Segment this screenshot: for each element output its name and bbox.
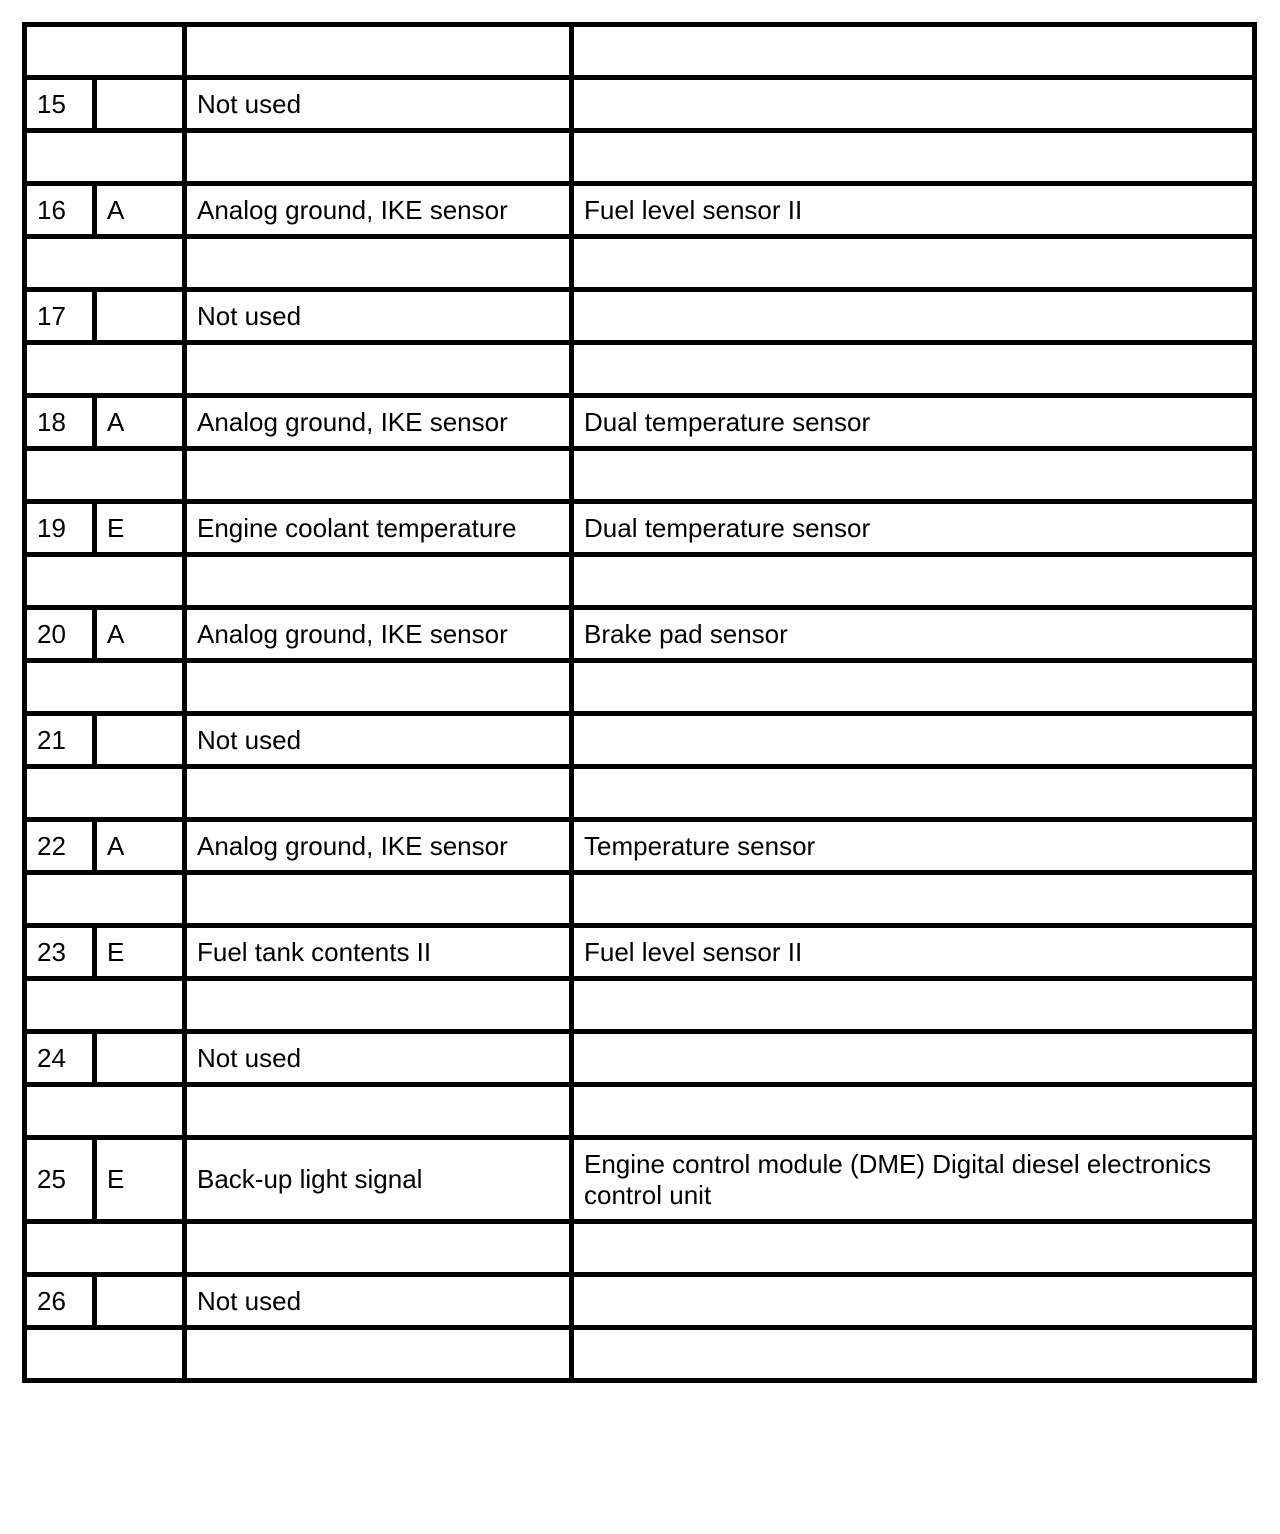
spacer-row [25,767,1255,820]
spacer-cell [25,979,185,1032]
pin-number: 20 [25,608,95,661]
signal-type: A [95,396,185,449]
spacer-cell [185,25,572,78]
spacer-cell [572,767,1255,820]
spacer-row [25,237,1255,290]
spacer-row [25,1085,1255,1138]
spacer-cell [185,767,572,820]
pin-function: Back-up light signal [185,1138,572,1222]
spacer-cell [185,661,572,714]
pin-function: Not used [185,714,572,767]
spacer-cell [572,1328,1255,1381]
spacer-cell [25,1085,185,1138]
signal-type [95,1275,185,1328]
pin-number: 23 [25,926,95,979]
spacer-cell [185,131,572,184]
spacer-cell [572,661,1255,714]
connected-component: Dual temperature sensor [572,502,1255,555]
spacer-cell [25,767,185,820]
spacer-cell [572,979,1255,1032]
spacer-cell [25,555,185,608]
table-row [25,502,1255,555]
pin-function: Analog ground, IKE sensor [185,820,572,873]
signal-type [95,78,185,131]
pin-number: 16 [25,184,95,237]
connected-component: Brake pad sensor [572,608,1255,661]
spacer-row [25,25,1255,78]
spacer-cell [25,237,185,290]
spacer-cell [185,1222,572,1275]
spacer-row [25,979,1255,1032]
connected-component [572,78,1255,131]
table-row [25,926,1255,979]
spacer-cell [572,873,1255,926]
pin-number: 26 [25,1275,95,1328]
spacer-cell [572,449,1255,502]
spacer-cell [572,1222,1255,1275]
spacer-cell [572,131,1255,184]
signal-type: E [95,926,185,979]
table-row [25,78,1255,131]
pin-number: 22 [25,820,95,873]
spacer-row [25,1328,1255,1381]
pin-function: Fuel tank contents II [185,926,572,979]
table-row [25,184,1255,237]
table-row [25,1032,1255,1085]
pin-function: Not used [185,1275,572,1328]
table-row [25,820,1255,873]
connected-component [572,714,1255,767]
table-row [25,714,1255,767]
spacer-row [25,131,1255,184]
pin-function: Analog ground, IKE sensor [185,608,572,661]
spacer-cell [185,449,572,502]
spacer-row [25,1222,1255,1275]
spacer-cell [185,1085,572,1138]
connected-component: Engine control module (DME) Digital diesel electronics control unit [572,1138,1255,1222]
connected-component [572,1032,1255,1085]
spacer-cell [25,343,185,396]
spacer-cell [185,873,572,926]
spacer-cell [572,343,1255,396]
pin-number: 25 [25,1138,95,1222]
spacer-cell [572,1085,1255,1138]
spacer-cell [25,449,185,502]
spacer-cell [572,25,1255,78]
table-row [25,1138,1255,1222]
spacer-cell [25,1328,185,1381]
pin-function: Not used [185,78,572,131]
spacer-cell [25,873,185,926]
spacer-cell [25,661,185,714]
signal-type [95,714,185,767]
pin-function: Not used [185,290,572,343]
signal-type [95,1032,185,1085]
table-row [25,1275,1255,1328]
signal-type: E [95,1138,185,1222]
signal-type [95,290,185,343]
spacer-cell [185,343,572,396]
pin-assignment-table [22,22,1257,1383]
connected-component: Fuel level sensor II [572,184,1255,237]
pin-function: Not used [185,1032,572,1085]
spacer-cell [25,131,185,184]
pin-number: 19 [25,502,95,555]
spacer-row [25,873,1255,926]
spacer-row [25,343,1255,396]
spacer-cell [185,1328,572,1381]
spacer-cell [185,555,572,608]
signal-type: A [95,820,185,873]
spacer-cell [572,237,1255,290]
pin-function: Analog ground, IKE sensor [185,184,572,237]
connected-component: Fuel level sensor II [572,926,1255,979]
table-row [25,396,1255,449]
signal-type: A [95,608,185,661]
pin-number: 18 [25,396,95,449]
connected-component: Dual temperature sensor [572,396,1255,449]
spacer-cell [572,555,1255,608]
spacer-cell [185,237,572,290]
spacer-row [25,555,1255,608]
pin-number: 21 [25,714,95,767]
spacer-cell [25,1222,185,1275]
connected-component [572,1275,1255,1328]
spacer-cell [25,25,185,78]
spacer-row [25,449,1255,502]
pin-function: Engine coolant temperature [185,502,572,555]
spacer-row [25,661,1255,714]
spacer-cell [185,979,572,1032]
pin-number: 24 [25,1032,95,1085]
table-row [25,608,1255,661]
signal-type: E [95,502,185,555]
signal-type: A [95,184,185,237]
connected-component [572,290,1255,343]
pin-function: Analog ground, IKE sensor [185,396,572,449]
connected-component: Temperature sensor [572,820,1255,873]
table-row [25,290,1255,343]
pin-number: 15 [25,78,95,131]
pin-number: 17 [25,290,95,343]
